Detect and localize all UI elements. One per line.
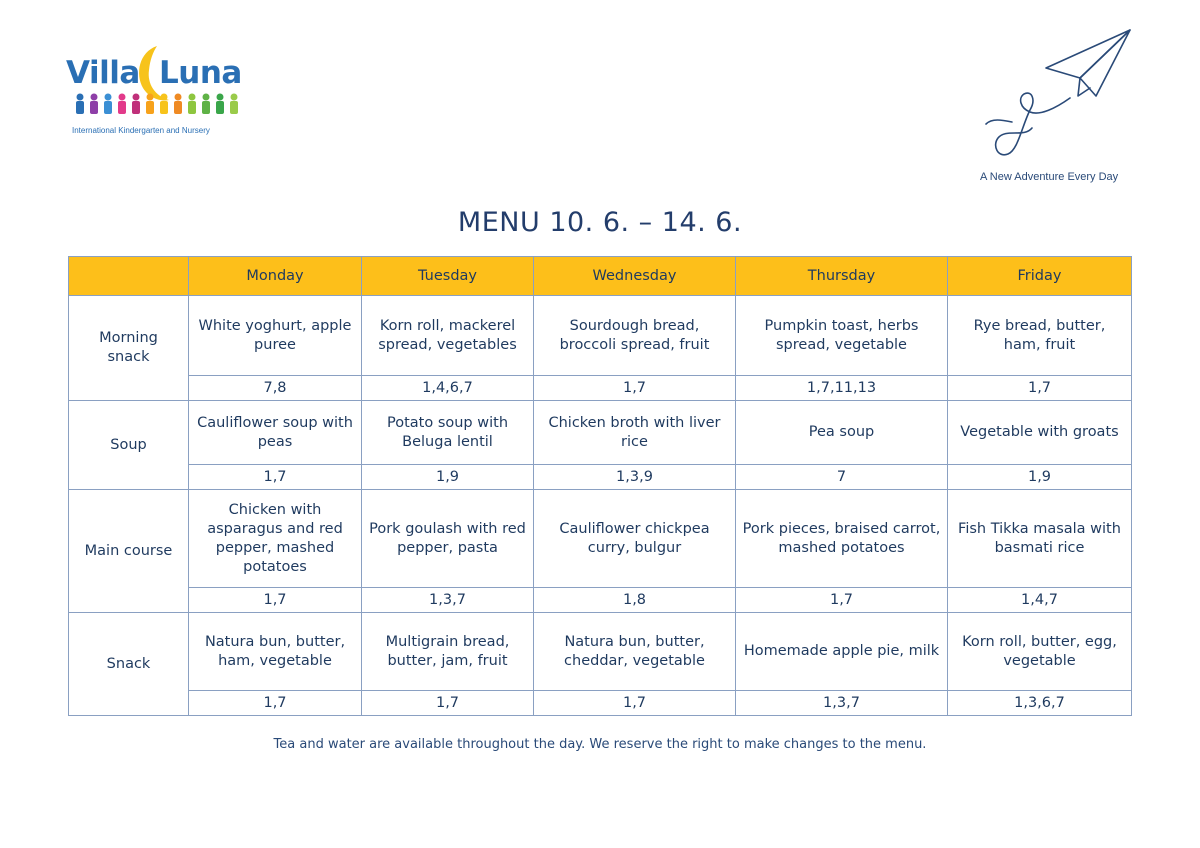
dish-cell: Multigrain bread, butter, jam, fruit <box>362 613 534 691</box>
footer-note: Tea and water are available throughout the day. We reserve the right to make changes to the menu. <box>273 737 927 752</box>
allergen-cell: 1,7 <box>948 376 1132 401</box>
table-row <box>69 401 1132 465</box>
allergen-row <box>69 465 1132 490</box>
dish-cell: Fish Tikka masala with basmati rice <box>948 490 1132 588</box>
dish-cell: Homemade apple pie, milk <box>736 613 948 691</box>
allergen-cell: 1,7 <box>736 588 948 613</box>
allergen-cell: 1,3,9 <box>534 465 736 490</box>
allergen-cell: 1,3,7 <box>362 588 534 613</box>
logo-subtitle: International Kindergarten and Nursery <box>72 126 210 135</box>
allergen-cell: 7 <box>736 465 948 490</box>
dish-cell: Chicken with asparagus and red pepper, mashed potatoes <box>189 490 362 588</box>
table-header-row <box>69 257 1132 296</box>
allergen-cell: 1,7,11,13 <box>736 376 948 401</box>
logo-text-villa: Villa <box>66 55 140 91</box>
allergen-cell: 1,7 <box>362 691 534 716</box>
allergen-row <box>69 376 1132 401</box>
allergen-row <box>69 691 1132 716</box>
table-row <box>69 296 1132 376</box>
day-header: Tuesday <box>362 257 534 296</box>
allergen-cell: 1,4,7 <box>948 588 1132 613</box>
meal-label: Snack <box>69 613 189 716</box>
allergen-cell: 1,7 <box>189 588 362 613</box>
tagline: A New Adventure Every Day <box>980 171 1119 183</box>
villa-luna-logo <box>66 44 246 140</box>
table-row <box>69 613 1132 691</box>
dish-cell: Pea soup <box>736 401 948 465</box>
dish-cell: White yoghurt, apple puree <box>189 296 362 376</box>
dish-cell: Vegetable with groats <box>948 401 1132 465</box>
table-row <box>69 490 1132 588</box>
allergen-cell: 1,7 <box>534 691 736 716</box>
corner-cell <box>69 257 189 296</box>
allergen-cell: 1,8 <box>534 588 736 613</box>
meal-label: Main course <box>69 490 189 613</box>
paper-plane-icon <box>978 26 1138 161</box>
day-header: Monday <box>189 257 362 296</box>
dish-cell: Pork goulash with red pepper, pasta <box>362 490 534 588</box>
dish-cell: Korn roll, mackerel spread, vegetables <box>362 296 534 376</box>
allergen-row <box>69 588 1132 613</box>
dish-cell: Pumpkin toast, herbs spread, vegetable <box>736 296 948 376</box>
day-header: Thursday <box>736 257 948 296</box>
dish-cell: Natura bun, butter, ham, vegetable <box>189 613 362 691</box>
dish-cell: Chicken broth with liver rice <box>534 401 736 465</box>
dish-cell: Pork pieces, braised carrot, mashed potatoes <box>736 490 948 588</box>
page-title: MENU 10. 6. – 14. 6. <box>457 207 743 238</box>
dish-cell: Sourdough bread, broccoli spread, fruit <box>534 296 736 376</box>
allergen-cell: 1,9 <box>948 465 1132 490</box>
allergen-cell: 1,3,6,7 <box>948 691 1132 716</box>
menu-table <box>68 256 1132 716</box>
day-header: Friday <box>948 257 1132 296</box>
allergen-cell: 1,7 <box>534 376 736 401</box>
allergen-cell: 1,7 <box>189 465 362 490</box>
allergen-cell: 1,4,6,7 <box>362 376 534 401</box>
meal-label: Soup <box>69 401 189 490</box>
allergen-cell: 1,9 <box>362 465 534 490</box>
allergen-cell: 7,8 <box>189 376 362 401</box>
allergen-cell: 1,7 <box>189 691 362 716</box>
dish-cell: Cauliflower chickpea curry, bulgur <box>534 490 736 588</box>
dish-cell: Cauliflower soup with peas <box>189 401 362 465</box>
meal-label: Morning snack <box>69 296 189 401</box>
day-header: Wednesday <box>534 257 736 296</box>
children-figures-icon <box>72 92 240 116</box>
dish-cell: Potato soup with Beluga lentil <box>362 401 534 465</box>
dish-cell: Rye bread, butter, ham, fruit <box>948 296 1132 376</box>
dish-cell: Korn roll, butter, egg, vegetable <box>948 613 1132 691</box>
logo-text-luna: Luna <box>159 55 242 91</box>
allergen-cell: 1,3,7 <box>736 691 948 716</box>
dish-cell: Natura bun, butter, cheddar, vegetable <box>534 613 736 691</box>
